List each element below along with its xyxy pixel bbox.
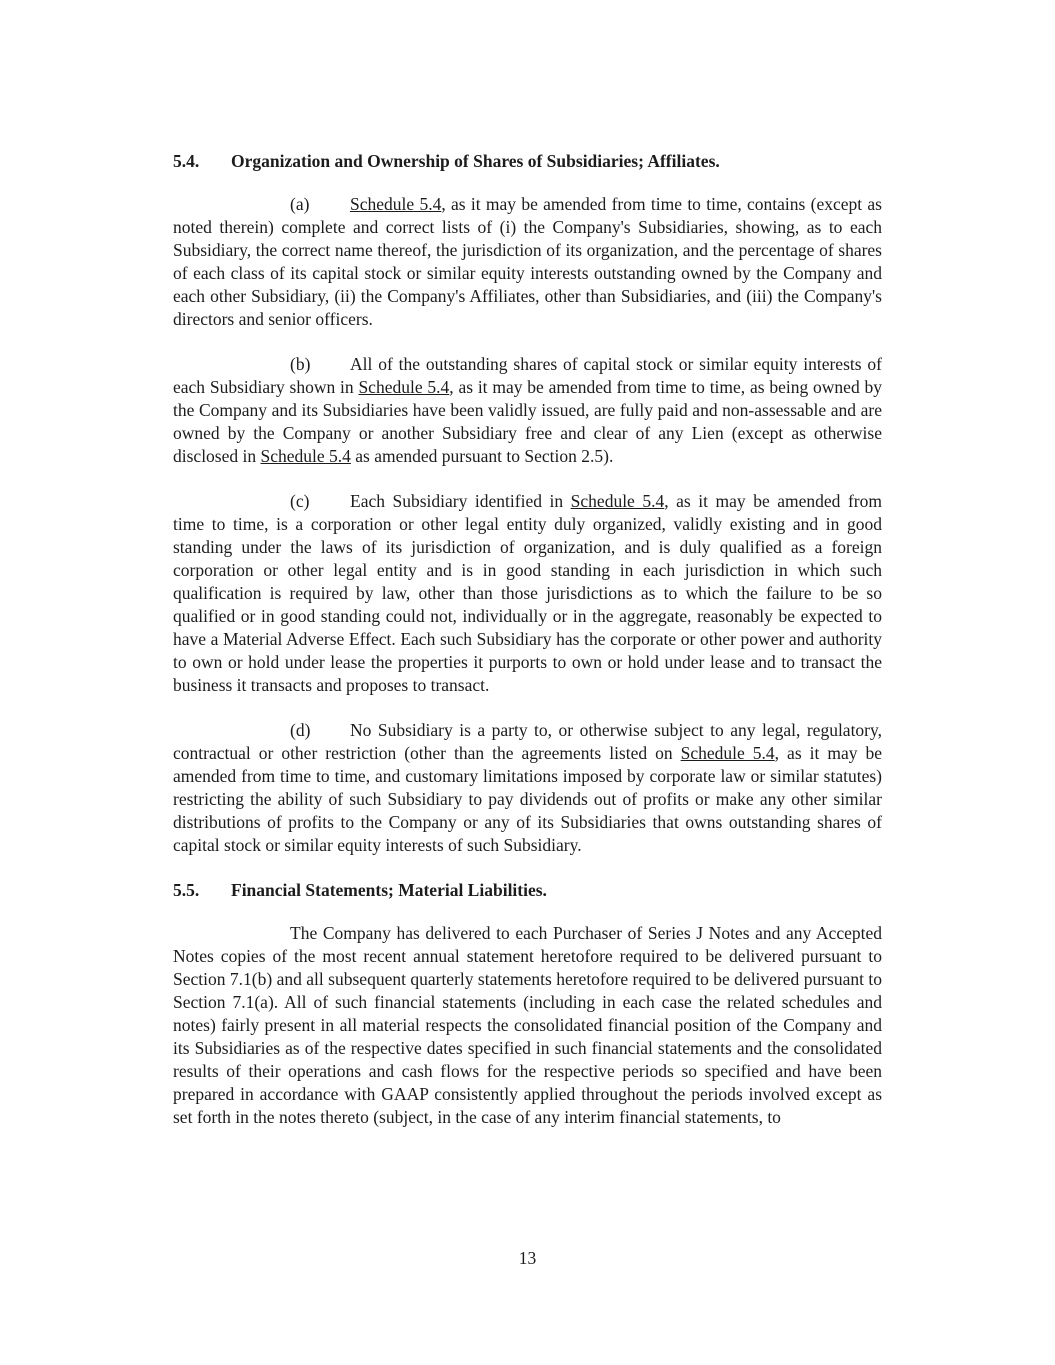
paragraph-text: , as it may be amended from time to time, and customary limitations imposed by corporate law or similar statutes) restricting the ability of such Subsidiary to pay dividends out of profits or make any other similar distributions of profits to the Company or any of its Subsidiaries that owns outstanding shares of capital stock or similar equity interests of such Subsidiary. xyxy=(173,743,883,855)
paragraph-text: , as it may be amended from time to time, is a corporation or other legal entity duly organized, validly existing and in good standing under the laws of its jurisdiction of organization, and is duly qualified as a foreign corporation or other legal entity and is in good standing in each jurisdiction in which such qualification is required by law, other than those jurisdictions as to which the failure to be so qualified or in good standing could not, individually or in the aggregate, reasonably be expected to have a Material Adverse Effect. Each such Subsidiary has the corporate or other power and authority to own or hold under lease the properties it purports to own or hold under lease and to transact the business it transacts and proposes to transact. xyxy=(173,491,882,695)
paragraph-text: No Subsidiary is a party to, or otherwise subject to any legal, regulatory, contractual or other restriction (other than the agreements listed on xyxy=(173,720,882,763)
schedule-reference: Schedule 5.4 xyxy=(358,377,450,397)
paragraph-label: (a) xyxy=(290,194,310,214)
schedule-reference: Schedule 5.4 xyxy=(350,194,442,214)
section-number: 5.4. xyxy=(173,151,200,171)
paragraph-label: (c) xyxy=(290,491,310,511)
paragraph-c xyxy=(173,490,882,697)
paragraph-text: Each Subsidiary identified in xyxy=(350,491,571,511)
section-5-4-heading xyxy=(173,150,882,173)
page-content xyxy=(173,150,882,1151)
paragraph-text: , as it may be amended from time to time, as being owned by the Company and its Subsidiaries have been validly issued, are fully paid and non-assessable and are owned by the Company or another Subsidiary free and clear of any Lien (except as otherwise disclosed in xyxy=(173,377,882,466)
section-title: Financial Statements; Material Liabilities. xyxy=(231,880,547,900)
section-5-5-heading xyxy=(173,879,882,902)
page-number: 13 xyxy=(518,1248,537,1268)
section-5-5-body: The Company has delivered to each Purchaser of Series J Notes and any Accepted Notes copies of the most recent annual statement heretofore required to be delivered pursuant to Section 7.1(b) and all subsequent quarterly statements heretofore required to be delivered pursuant to Section 7.1(a). All of such financial statements (including in each case the related schedules and notes) fairly present in all material respects the consolidated financial position of the Company and its Subsidiaries as of the respective dates specified in such financial statements and the consolidated results of their operations and cash flows for the respective periods so specified and have been prepared in accordance with GAAP consistently applied throughout the periods involved except as set forth in the notes thereto (subject, in the case of any interim financial statements, to xyxy=(173,923,882,1127)
paragraph-label: (b) xyxy=(290,354,311,374)
section-number: 5.5. xyxy=(173,880,200,900)
paragraph-a xyxy=(173,193,882,331)
paragraph-d xyxy=(173,719,882,857)
paragraph-text: , as it may be amended from time to time, contains (except as noted therein) complete and correct lists of (i) the Company's Subsidiaries, showing, as to each Subsidiary, the correct name thereof, the jurisdiction of its organization, and the percentage of shares of each class of its capital stock or similar equity interests outstanding owned by the Company and each other Subsidiary, (ii) the Company's Affiliates, other than Subsidiaries, and (iii) the Company's directors and senior officers. xyxy=(173,194,882,329)
paragraph-label: (d) xyxy=(290,720,311,740)
paragraph-text: as amended pursuant to Section 2.5). xyxy=(350,446,614,466)
schedule-reference: Schedule 5.4 xyxy=(260,446,351,466)
schedule-reference: Schedule 5.4 xyxy=(570,491,665,511)
section-title: Organization and Ownership of Shares of Subsidiaries; Affiliates. xyxy=(231,151,720,171)
schedule-reference: Schedule 5.4 xyxy=(680,743,775,763)
paragraph-text: All of the outstanding shares of capital stock or similar equity interests of each Subsidiary shown in xyxy=(173,354,882,397)
paragraph-b xyxy=(173,353,882,468)
